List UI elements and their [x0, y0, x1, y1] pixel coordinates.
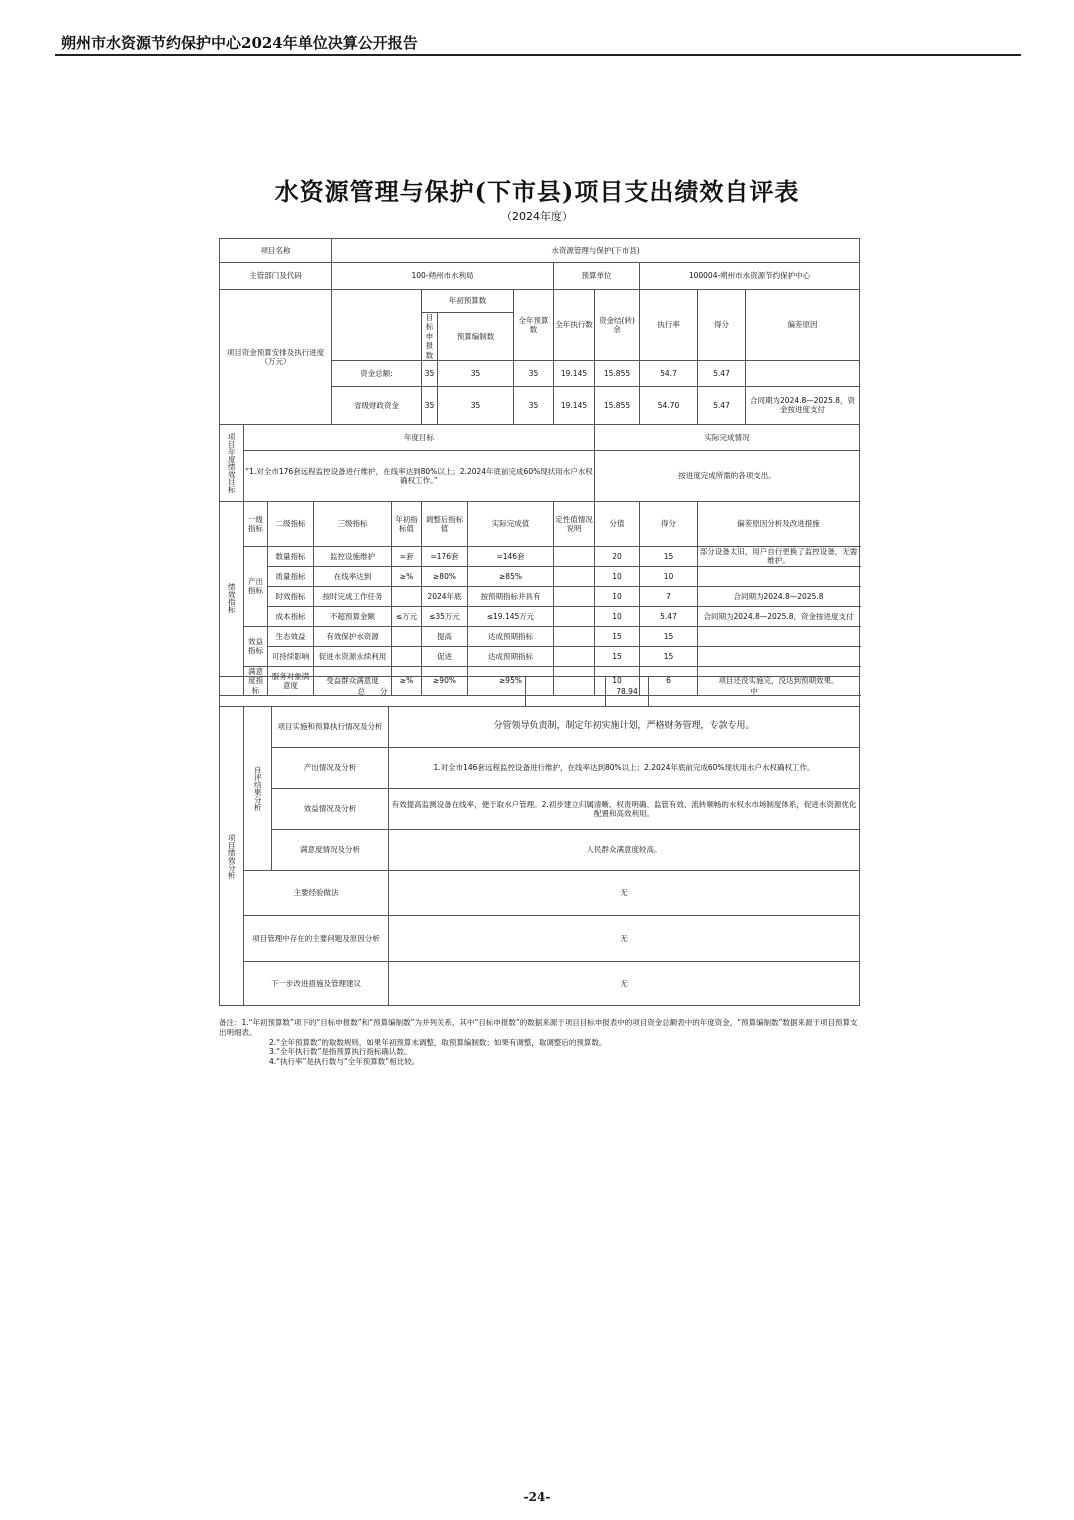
indicator-init: ≥% — [392, 666, 422, 695]
indicator-reason — [698, 626, 860, 646]
funds-score-value: 5.47 — [698, 360, 746, 386]
indicator-l3: 促进水资源永续利用 — [314, 646, 392, 666]
indicator-l2: 可持续影响 — [268, 646, 314, 666]
indicator-note — [554, 606, 595, 626]
funds-reason-value: 合同期为2024.8—2025.8，资金按进度支付 — [746, 386, 860, 424]
indicator-l2: 数量指标 — [268, 546, 314, 566]
document-title: 水资源管理与保护(下市县)项目支出绩效自评表 — [274, 177, 800, 206]
indicator-adj: ≤35万元 — [422, 606, 468, 626]
indicator-reason: 项目还没实施完，没达到预期效果。 — [698, 666, 860, 695]
indicator-weight: 10 — [595, 606, 640, 626]
document-year: （2024年度） — [501, 210, 573, 223]
project-name: 水资源管理与保护(下市县) — [332, 239, 860, 263]
analysis-extra-label: 下一步改进措施及管理建议 — [244, 962, 389, 1006]
project-name-label: 项目名称 — [220, 239, 332, 263]
indicator-weight: 15 — [595, 646, 640, 666]
total-row — [220, 677, 860, 707]
funds-annual-header: 年初预算数 — [422, 290, 514, 313]
indicator-category-satisfaction: 满意度指标 — [244, 666, 268, 695]
indicator-reason — [698, 566, 860, 586]
indicator-reason — [698, 646, 860, 666]
indicator-reason: 合同期为2024.8—2025.8 — [698, 586, 860, 606]
page-header — [55, 28, 1021, 56]
indicator-actual: ≥95% — [468, 666, 554, 695]
funds-full-value: 35 — [514, 360, 554, 386]
total-label: 总 分 — [220, 677, 526, 707]
analysis-extra-text: 无 — [389, 962, 860, 1006]
goals-goal-text: “1.对全市176套远程监控设备进行维护，在线率达到80%以上；2.2024年底前完成60%现状用水户水权确权工作。” — [244, 450, 595, 501]
indicator-adj: ≥90% — [422, 666, 468, 695]
indicator-l2: 生态效益 — [268, 626, 314, 646]
funds-full-header: 全年预算数 — [514, 290, 554, 361]
analysis-row — [220, 789, 860, 830]
funds-target-header: 目标申报数 — [422, 313, 438, 361]
goals-header-row — [220, 424, 860, 450]
funds-score-header: 得分 — [698, 290, 746, 361]
funds-exec-header: 全年执行数 — [554, 290, 595, 361]
indicator-note — [554, 586, 595, 606]
analysis-row-label: 项目实施和预算执行情况及分析 — [272, 707, 389, 748]
indicator-header-l1: 一级指标 — [244, 501, 268, 546]
indicator-note — [554, 546, 595, 566]
indicator-actual: 按预期指标并具有 — [468, 586, 554, 606]
indicator-l2: 成本指标 — [268, 606, 314, 626]
indicator-l2: 服务对象满意度 — [268, 666, 314, 695]
indicator-score: 15 — [640, 546, 698, 566]
indicator-score: 6 — [640, 666, 698, 695]
indicators-section-label: 绩效指标 — [220, 501, 244, 695]
indicator-header-note: 定性值情况说明 — [554, 501, 595, 546]
analysis-extra-row — [220, 871, 860, 916]
indicator-score: 15 — [640, 646, 698, 666]
indicators-header-row — [220, 501, 860, 546]
analysis-row — [220, 707, 860, 748]
funds-balance-value: 15.855 — [595, 386, 640, 424]
indicator-init: ≥% — [392, 566, 422, 586]
footnote: 3.“全年执行数”是指预算执行指标确认数。 — [269, 1047, 412, 1057]
indicator-score: 15 — [640, 626, 698, 646]
indicator-header-l3: 三级指标 — [314, 501, 392, 546]
indicator-l3: 在线率达到 — [314, 566, 392, 586]
budget-unit-label: 预算单位 — [554, 263, 640, 290]
funds-rate-value: 54.7 — [640, 360, 698, 386]
analysis-row — [220, 748, 860, 789]
goals-content-row — [220, 450, 860, 501]
indicator-l3: 不超预算金额 — [314, 606, 392, 626]
funds-balance-value: 15.855 — [595, 360, 640, 386]
funds-row-label: 省级财政资金 — [332, 386, 422, 424]
page-number: -24- — [523, 1490, 551, 1504]
indicator-actual: =146套 — [468, 546, 554, 566]
analysis-row-text: 1.对全市146套远程监控设备进行维护，在线率达到80%以上；2.2024年底前完成60%现状用水户水权确权工作。 — [389, 748, 860, 789]
indicator-l2: 质量指标 — [268, 566, 314, 586]
analysis-row-label: 满意度情况及分析 — [272, 830, 389, 871]
table-row — [220, 546, 860, 566]
indicator-adj: 2024年底 — [422, 586, 468, 606]
indicator-header-weight: 分值 — [595, 501, 640, 546]
analysis-row — [220, 830, 860, 871]
funds-rate-value: 54.70 — [640, 386, 698, 424]
indicator-category-output: 产出指标 — [244, 546, 268, 626]
indicator-header-reason: 偏差原因分析及改进措施 — [698, 501, 860, 546]
analysis-row-label: 产出情况及分析 — [272, 748, 389, 789]
header-title: 朔州市水资源节约保护中心2024年单位决算公开报告 — [61, 34, 418, 52]
table-row — [220, 626, 860, 646]
indicator-l3: 有效保护水资源 — [314, 626, 392, 646]
indicator-header-adj: 调整后指标值 — [422, 501, 468, 546]
indicator-init — [392, 626, 422, 646]
indicator-init: =套 — [392, 546, 422, 566]
indicator-weight: 20 — [595, 546, 640, 566]
analysis-row-text: 有效提高监测设备在线率，便于取水户管理。2.初步建立归属清晰、权责明确、监管有效、流转顺畅的水权水市场制度体系，促进水资源优化配置和高效利用。 — [389, 789, 860, 830]
indicator-header-l2: 二级指标 — [268, 501, 314, 546]
footnote: 备注：1.“年初预算数”项下的“目标申报数”和“预算编制数”为并列关系，其中“目标申报数”的数据来源于项目目标申报表中的项目资金总额表中的年度资金，“预算编制数”数据来源于项目预算支出明细表。 — [219, 1018, 858, 1037]
indicator-note — [554, 566, 595, 586]
funds-exec-value: 19.145 — [554, 386, 595, 424]
goals-actual-header: 实际完成情况 — [595, 424, 860, 450]
funds-blank-header — [332, 290, 422, 361]
indicator-header-actual: 实际完成值 — [468, 501, 554, 546]
budget-unit-value: 100004-朔州市水资源节约保护中心 — [640, 263, 860, 290]
department-label: 主管部门及代码 — [220, 263, 332, 290]
analysis-row-text: 人民群众满意度较高。 — [389, 830, 860, 871]
funds-section-label: 项目资金预算安排及执行进度（万元） — [220, 290, 332, 425]
indicator-init — [392, 646, 422, 666]
indicator-score: 10 — [640, 566, 698, 586]
footnote: 4.“执行率”是执行数与“全年预算数”相比较。 — [269, 1057, 420, 1066]
funds-reason-value — [746, 360, 860, 386]
funds-score-value: 5.47 — [698, 386, 746, 424]
indicator-weight: 10 — [595, 566, 640, 586]
indicator-adj: =176套 — [422, 546, 468, 566]
indicator-actual: ≤19.145万元 — [468, 606, 554, 626]
analysis-row-label: 效益情况及分析 — [272, 789, 389, 830]
funds-target-value: 35 — [422, 386, 438, 424]
indicator-weight: 15 — [595, 626, 640, 646]
department-value: 100-朔州市水利局 — [332, 263, 554, 290]
total-blank — [526, 677, 606, 707]
indicator-score: 7 — [640, 586, 698, 606]
footnote: 2.“全年预算数”的取数规则，如果年初预算未调整，取预算编制数；如果有调整，取调整后的预算数。 — [269, 1037, 607, 1047]
funds-reason-header: 偏差原因 — [746, 290, 860, 361]
indicator-l2: 时效指标 — [268, 586, 314, 606]
indicator-actual: 达成预期指标 — [468, 626, 554, 646]
indicator-header-init: 年初指标值 — [392, 501, 422, 546]
indicator-note — [554, 626, 595, 646]
indicator-reason: 合同期为2024.8—2025.8，资金按进度支付 — [698, 606, 860, 626]
funds-row-label: 资金总额: — [332, 360, 422, 386]
indicator-l3: 受益群众满意度 — [314, 666, 392, 695]
table-row — [220, 646, 860, 666]
funds-target-value: 35 — [422, 360, 438, 386]
analysis-table — [219, 676, 860, 1006]
goals-section-label: 项目年度绩效目标 — [220, 424, 244, 501]
funds-compiled-header: 预算编制数 — [438, 313, 514, 361]
table-row — [220, 586, 860, 606]
indicator-init — [392, 586, 422, 606]
evaluation-table-body — [219, 238, 860, 696]
analysis-extra-row — [220, 962, 860, 1006]
funds-balance-header: 资金结(转)余 — [595, 290, 640, 361]
goals-actual-text: 按进度完成所需的各项支出。 — [595, 450, 860, 501]
analysis-row-text: 分管领导负责制，制定年初实施计划，严格财务管理，专款专用。 — [389, 707, 860, 748]
funds-compiled-value: 35 — [438, 360, 514, 386]
indicator-weight: 10 — [595, 666, 640, 695]
indicator-init: ≤万元 — [392, 606, 422, 626]
indicator-score: 5.47 — [640, 606, 698, 626]
indicator-actual: ≥85% — [468, 566, 554, 586]
funds-rate-header: 执行率 — [640, 290, 698, 361]
indicator-adj: ≥80% — [422, 566, 468, 586]
indicator-adj: 促进 — [422, 646, 468, 666]
indicator-weight: 10 — [595, 586, 640, 606]
analysis-extra-label: 主要经验做法 — [244, 871, 389, 916]
indicator-category-benefit: 效益指标 — [244, 626, 268, 666]
indicator-note — [554, 646, 595, 666]
total-score: 78.94 — [606, 677, 649, 707]
goals-goal-header: 年度目标 — [244, 424, 595, 450]
indicator-reason: 部分设备太旧，用户自行更换了监控设备，无需维护。 — [698, 546, 860, 566]
analysis-section-label: 项目绩效分析 — [220, 707, 244, 1006]
indicator-header-score: 得分 — [640, 501, 698, 546]
total-grade: 中 — [649, 677, 860, 707]
funds-exec-value: 19.145 — [554, 360, 595, 386]
table-row — [220, 566, 860, 586]
funds-compiled-value: 35 — [438, 386, 514, 424]
analysis-extra-label: 项目管理中存在的主要问题及原因分析 — [244, 916, 389, 962]
indicator-l3: 监控设施维护 — [314, 546, 392, 566]
footnotes — [219, 1018, 859, 1067]
analysis-extra-text: 无 — [389, 871, 860, 916]
funds-full-value: 35 — [514, 386, 554, 424]
analysis-sub-label: 自评结果分析 — [244, 707, 272, 871]
indicator-l3: 按时完成工作任务 — [314, 586, 392, 606]
indicator-adj: 提高 — [422, 626, 468, 646]
table-row — [220, 606, 860, 626]
analysis-extra-text: 无 — [389, 916, 860, 962]
analysis-extra-row — [220, 916, 860, 962]
indicator-actual: 达成预期指标 — [468, 646, 554, 666]
